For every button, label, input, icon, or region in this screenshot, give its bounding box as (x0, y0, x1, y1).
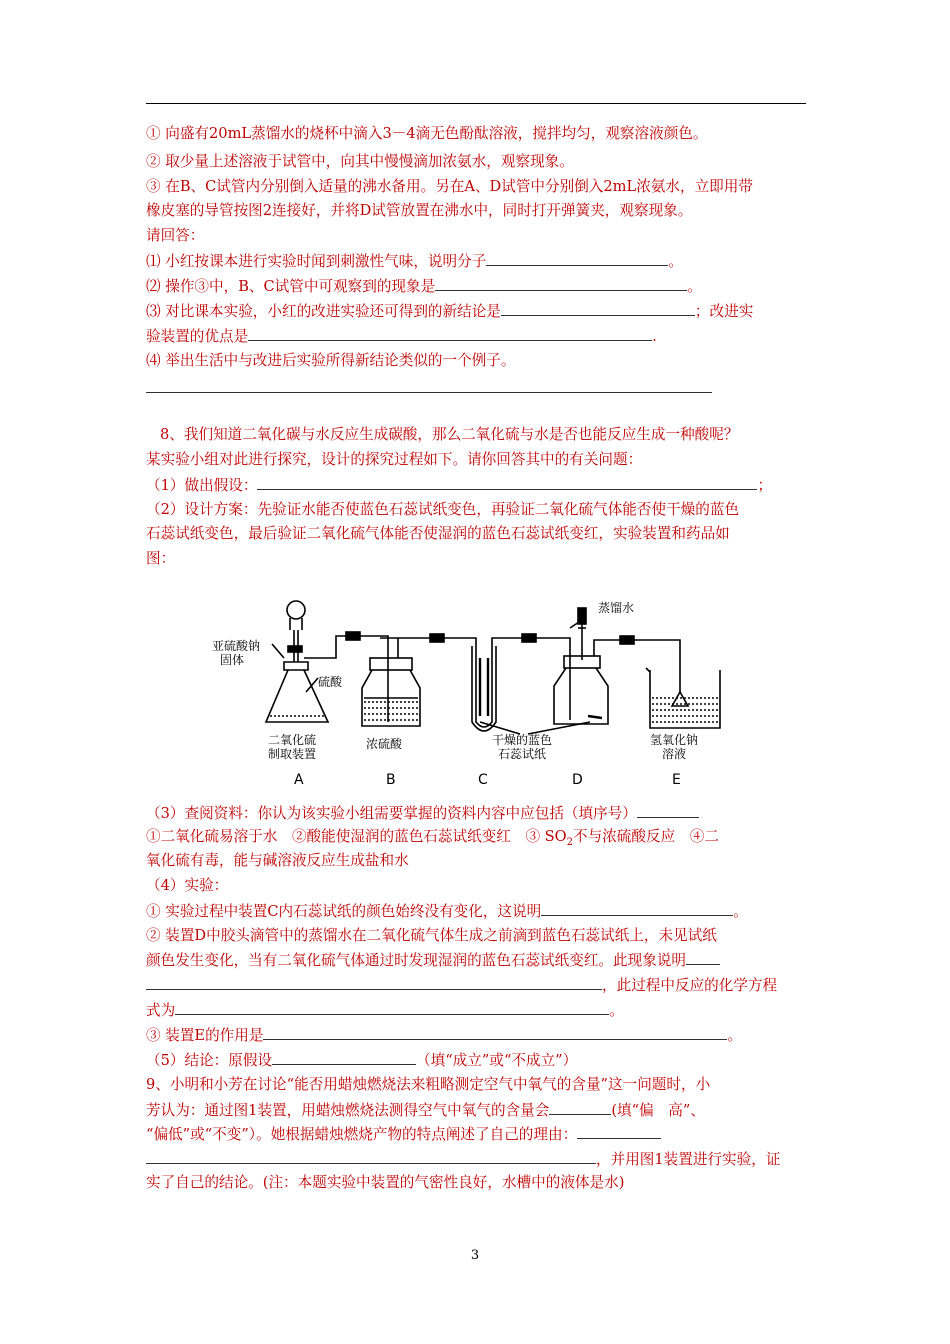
q9-line5: 实了自己的结论。(注：本题实验中装置的气密性良好，水槽中的液体是水) (146, 1174, 625, 1191)
q7-step3-line2: 橡皮塞的导管按图2连接好，并将D试管放置在沸水中，同时打开弹簧夹，观察现象。 (146, 202, 693, 219)
label-so2-2: 制取装置 (268, 747, 317, 761)
q8-design-line1: （2）设计方案：先验证水能否使蓝色石蕊试纸变色，再验证二氧化硫气体能否使干燥的蓝色 (146, 501, 740, 518)
answer-blank[interactable] (248, 326, 652, 341)
label-c: C (478, 772, 488, 788)
answer-blank[interactable] (549, 1100, 611, 1115)
q8-exp2-line2: 颜色发生变化，当有二氧化硫气体通过时发现湿润的蓝色石蕊试纸变红。此现象说明 (146, 950, 720, 971)
label-naoh-2: 溶液 (662, 747, 687, 761)
label-so2-1: 二氧化硫 (268, 733, 317, 747)
q9-line1: 9、小明和小芳在讨论“能否用蜡烛燃烧法来粗略测定空气中氧气的含量”这一问题时，小 (146, 1076, 711, 1093)
answer-blank[interactable] (263, 1025, 727, 1040)
answer-blank[interactable] (146, 975, 602, 990)
label-d: D (572, 772, 583, 788)
label-distilled-water: 蒸馏水 (598, 601, 635, 615)
q8-experiment: （4）实验： (146, 877, 229, 894)
q8-options-line1: ①二氧化硫易溶于水 ②酸能使湿润的蓝色石蕊试纸变红 ③ $SO_2$不与浓硫酸反应 ④二 (146, 828, 719, 848)
answer-blank[interactable] (501, 301, 695, 316)
answer-blank[interactable] (486, 251, 668, 266)
q9-line3: “偏低”或“不变”）。她根据蜡烛燃烧产物的特点阐述了自己的理由： (146, 1124, 661, 1145)
q8-design-line2: 石蕊试纸变色，最后验证二氧化硫气体能否使湿润的蓝色石蕊试纸变红，实验装置和药品如 (146, 525, 730, 542)
q8-design-line3: 图： (146, 550, 176, 567)
answer-blank[interactable] (257, 475, 757, 490)
answer-blank[interactable] (146, 1149, 596, 1164)
answer-blank[interactable] (175, 1000, 609, 1015)
label-conc-acid: 浓硫酸 (366, 737, 403, 751)
q8-exp2-line1: ② 装置D中胶头滴管中的蒸馏水在二氧化硫气体生成之前滴到蓝色石蕊试纸上，未见试纸 (146, 927, 717, 944)
label-naoh-1: 氢氧化钠 (650, 733, 699, 747)
q8-conclusion: （5）结论：原假设 （填“成立”或“不成立”） (146, 1052, 578, 1069)
answer-blank[interactable] (435, 276, 687, 291)
q9-line2: 芳认为：通过图1装置，用蜡烛燃烧法测得空气中氧气的含量会 (填“偏 高”、 (146, 1102, 705, 1119)
answer-blank[interactable] (686, 950, 720, 965)
q9-line4: ，并用图1装置进行实验，证 (146, 1149, 780, 1170)
label-a: A (294, 772, 304, 788)
q7-ask: 请回答： (146, 227, 205, 244)
answer-blank[interactable] (577, 1124, 661, 1139)
q7-step2: ② 取少量上述溶液于试管中，向其中慢慢滴加浓氨水，观察现象。 (146, 153, 574, 170)
q8-hypothesis: （1）做出假设： ； (146, 477, 773, 494)
label-paper-2: 石蕊试纸 (498, 747, 547, 761)
q8-exp3: ③ 装置E的作用是 。 (146, 1027, 743, 1044)
q8-exp2-line3: ，此过程中反应的化学方程 (146, 975, 777, 996)
q8-intro-line2: 某实验小组对此进行探究，设计的探究过程如下。请你回答其中的有关问题： (146, 451, 643, 468)
answer-blank[interactable] (272, 1050, 416, 1065)
q7-step3-line1: ③ 在B、C试管内分别倒入适量的沸水备用。另在A、D试管中分别倒入2mL浓氨水，立即用带 (146, 178, 753, 195)
q8-options-line2: 氧化硫有毒，能与碱溶液反应生成盐和水 (146, 852, 409, 869)
q7-answer1: ⑴ 小红按课本进行实验时闻到刺激性气味，说明分子 。 (146, 253, 683, 270)
beaker-e (640, 640, 720, 728)
label-paper-1: 干燥的蓝色 (492, 733, 553, 747)
q7-answer3: ⑶ 对比课本实验，小红的改进实验还可得到的新结论是 ；改进实 (146, 303, 754, 320)
label-e: E (672, 772, 681, 788)
page-number: 3 (470, 1248, 480, 1263)
bottle-d (554, 608, 640, 724)
u-tube-c (448, 638, 556, 731)
label-sulfite-2: 固体 (220, 653, 245, 667)
label-sulfite-1: 亚硫酸钠 (212, 639, 261, 653)
q7-answer3-cont: 验装置的优点是 . (146, 328, 657, 345)
q8-exp1: ① 实验过程中装置C内石蕊试纸的颜色始终没有变化，这说明 。 (146, 903, 748, 920)
flask-a (266, 601, 366, 722)
bottle-b (362, 636, 448, 726)
apparatus-figure (210, 598, 740, 792)
q7-answer4: ⑷ 举出生活中与改进后实验所得新结论类似的一个例子。 (146, 352, 516, 369)
q8-exp2-line4: 式为 。 (146, 1002, 624, 1019)
label-b: B (386, 772, 396, 788)
q7-step1: ① 向盛有20mL蒸馏水的烧杯中滴入3－4滴无色酚酞溶液，搅拌均匀，观察溶液颜色。 (146, 125, 708, 142)
answer-line[interactable] (146, 392, 712, 393)
q8-intro-line1: 8、我们知道二氧化碳与水反应生成碳酸，那么二氧化硫与水是否也能反应生成一种酸呢？ (160, 426, 739, 443)
answer-blank[interactable] (637, 803, 699, 818)
top-rule (146, 103, 806, 104)
q7-answer2: ⑵ 操作③中，B、C试管中可观察到的现象是 。 (146, 278, 702, 295)
q8-references: （3）查阅资料：你认为该实验小组需要掌握的资料内容中应包括（填序号） (146, 803, 699, 824)
answer-blank[interactable] (541, 901, 733, 916)
label-acid: 硫酸 (318, 675, 343, 689)
